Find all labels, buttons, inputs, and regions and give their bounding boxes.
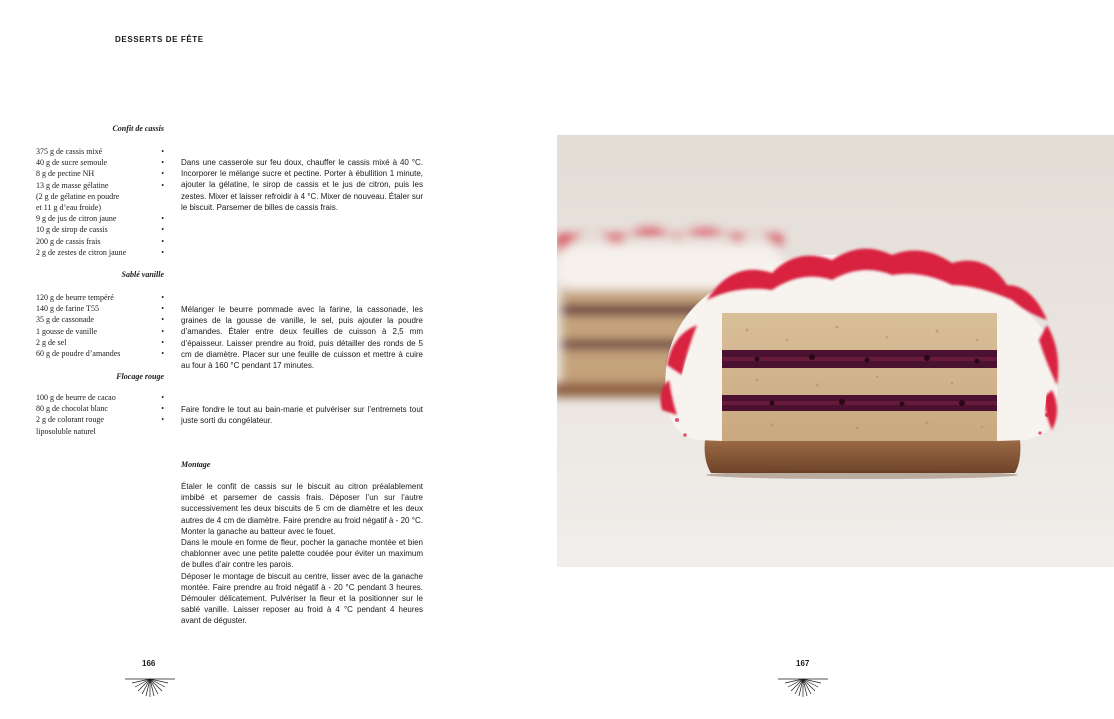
running-header: DESSERTS DE FÊTE <box>115 35 204 44</box>
ingredient-item: 2 g de sel • <box>36 337 164 347</box>
ingredient-list-confit <box>36 146 164 258</box>
ingredient-item: 1 gousse de vanille • <box>36 326 164 336</box>
ingredient-item: 120 g de beurre tempéré • <box>36 293 164 302</box>
montage-paragraph: Dans le moule en forme de fleur, pocher la ganache montée et bien chablonner avec une petite palette coudée pour éviter un maximum de bulles d’air contre les parois. <box>181 538 423 570</box>
starburst-ornament-icon <box>125 676 175 698</box>
section-title-sable: Sablé vanille <box>121 270 164 279</box>
ingredient-item: 8 g de pectine NH • <box>36 169 164 179</box>
ingredient-item: 2 g de colorant rouge • <box>36 415 164 425</box>
ingredient-item: 13 g de masse gélatine • <box>36 180 164 190</box>
dessert-photo-illustration <box>557 135 1114 567</box>
page-number-right: 167 <box>796 659 810 668</box>
page-number-left: 166 <box>142 659 156 668</box>
ingredient-item: 35 g de cassonade • <box>36 315 164 325</box>
montage-paragraph: Déposer le montage de biscuit au centre, lisser avec de la ganache montée. Faire prendre au froid négatif à - 20 °C pendant 3 heures. Démouler délicatement. Pulvériser la fleur et la positionner sur le sablé vanille. Laisser reposer au froid à 4 °C pendant 4 heures avant de déguster. <box>181 571 423 626</box>
ingredient-item: (2 g de gélatine en poudre <box>36 191 120 201</box>
ingredient-item: liposoluble naturel <box>36 426 96 436</box>
method-flocage: Faire fondre le tout au bain-marie et pulvériser sur l’entremets tout juste sorti du congélateur. <box>181 405 423 426</box>
ingredient-list-sable <box>36 292 164 359</box>
ingredient-list-flocage <box>36 392 164 437</box>
section-title-montage: Montage <box>181 460 211 469</box>
ingredient-item: 200 g de cassis frais • <box>36 236 164 246</box>
starburst-ornament-icon <box>778 676 828 698</box>
ingredient-item: 40 g de sucre semoule • <box>36 158 164 168</box>
method-montage <box>181 481 423 627</box>
ingredient-item: 140 g de farine T55 • <box>36 304 164 314</box>
method-sable: Mélanger le beurre pommade avec la farine, la cassonade, les graines de la gousse de vanille, le sel, puis ajouter la poudre d’amandes. Étaler entre deux feuilles de cuisson à 2,5 mm d’épaisseur. Laisser prendre au froid, puis détailler des ronds de 5 cm de diamètre. Placer sur une feuille de cuisson et mettre à cuire au four à 160 °C pendant 17 minutes. <box>181 305 423 371</box>
ingredient-item: et 11 g d’eau froide) <box>36 203 102 213</box>
montage-paragraph: Étaler le confit de cassis sur le biscuit au citron préalablement imbibé et parsemer de cassis frais. Déposer l’un sur l’autre successivement les deux biscuits de 5 cm de diamètre et les deux autres de 4 cm de diamètre. Faire prendre au froid négatif à - 20 °C. Monter la ganache au batteur avec le fouet. <box>181 482 423 536</box>
ingredient-item: 80 g de chocolat blanc • <box>36 404 164 414</box>
ingredient-item: 9 g de jus de citron jaune • <box>36 214 164 224</box>
ingredient-item: 375 g de cassis mixé • <box>36 147 164 156</box>
section-title-flocage: Flocage rouge <box>116 372 164 381</box>
ingredient-item: 100 g de beurre de cacao • <box>36 393 164 402</box>
ingredient-item: 60 g de poudre d’amandes • <box>36 349 164 359</box>
ingredient-item: 2 g de zestes de citron jaune • <box>36 247 164 257</box>
ingredient-item: 10 g de sirop de cassis • <box>36 225 164 235</box>
method-confit: Dans une casserole sur feu doux, chauffer le cassis mixé à 40 °C. Incorporer le mélange sucre et pectine. Porter à ébullition 1 minute, ajouter la gélatine, le sirop de cassis et le jus de citron, puis les zestes. Mixer et laisser refroidir à 4 °C. Mixer de nouveau. Étaler sur le biscuit. Parsemer de billes de cassis frais. <box>181 158 423 212</box>
dessert-photo <box>557 135 1114 567</box>
section-title-confit: Confit de cassis <box>112 124 164 133</box>
